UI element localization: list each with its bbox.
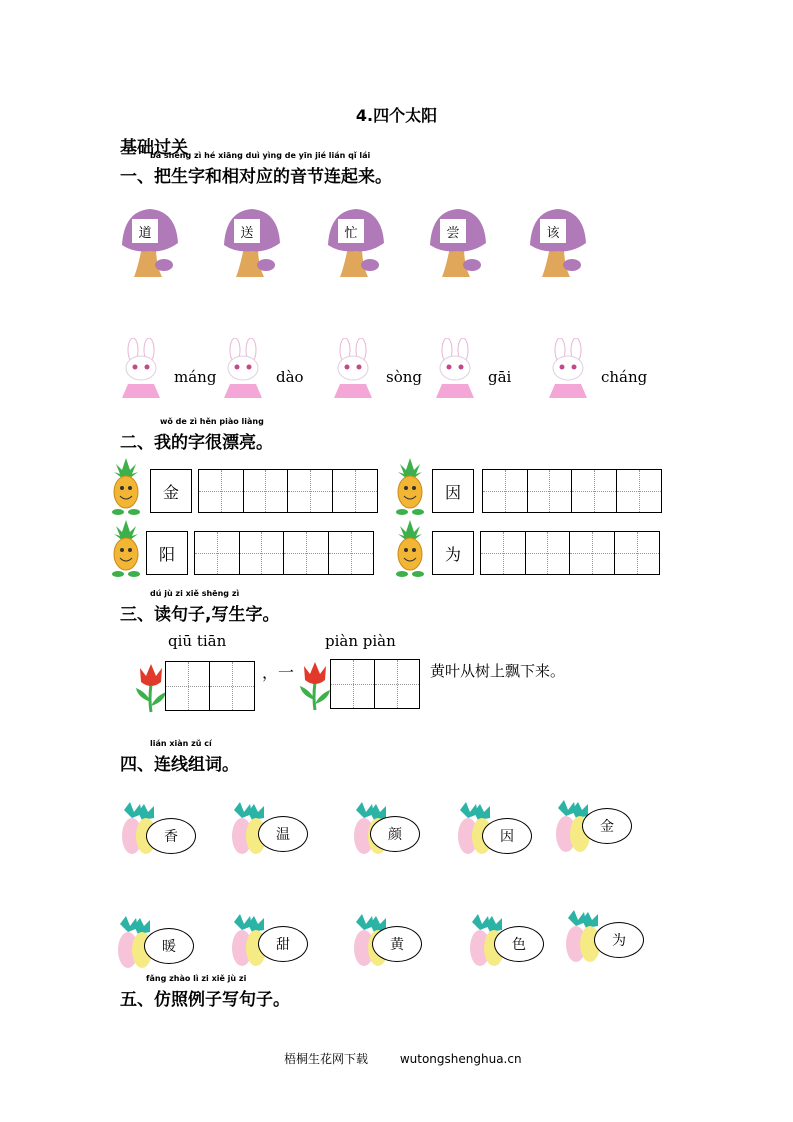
mushroom-icon [528, 205, 588, 281]
mushroom-char: 尝 [446, 225, 460, 241]
pineapple-icon [392, 456, 428, 518]
section-1-heading [120, 151, 392, 187]
footer-site-url: wutongshenghua.cn [399, 1052, 522, 1066]
writing-grid[interactable] [482, 469, 662, 513]
mushroom-icon [428, 205, 488, 281]
mushroom-card[interactable] [528, 205, 588, 281]
word-oval[interactable]: 色 [494, 926, 544, 962]
writing-grid[interactable] [194, 531, 374, 575]
rabbit-icon [432, 338, 478, 404]
practice-char: 为 [432, 531, 474, 575]
mushroom-char: 该 [546, 225, 560, 241]
writing-grid[interactable] [480, 531, 660, 575]
section-5-heading [120, 974, 290, 1010]
word-oval[interactable]: 为 [594, 922, 644, 958]
section-4-pinyin: lián xiàn zǔ cí [150, 739, 212, 748]
section-2-pinyin: wǒ de zì hěn piào liàng [160, 417, 264, 426]
section-basic-label: 基础过关 [120, 138, 188, 158]
writing-grid[interactable] [198, 469, 378, 513]
word-oval[interactable]: 甜 [258, 926, 308, 962]
practice-char: 阳 [146, 531, 188, 575]
word-oval[interactable]: 温 [258, 816, 308, 852]
sentence-tail: 黄叶从树上飘下来。 [430, 662, 566, 680]
section-1-pinyin: bǎ shēng zì hé xiāng duì yìng de yīn jié lián qǐ lái [150, 151, 371, 160]
word-oval[interactable]: 金 [582, 808, 632, 844]
page-title: 4.四个太阳 [355, 106, 438, 125]
pinyin-qiutian: qiū tiān [168, 632, 227, 650]
section-3-title: 三、读句子,写生字。 [120, 605, 280, 625]
rabbit-icon [330, 338, 376, 404]
word-oval[interactable]: 因 [482, 818, 532, 854]
section-4-heading [120, 739, 239, 775]
section-4-title: 四、连线组词。 [120, 755, 239, 775]
rabbit-icon [545, 338, 591, 404]
pineapple-icon [392, 518, 428, 580]
pinyin-pianpian: piàn piàn [325, 632, 396, 650]
writing-grid[interactable] [330, 659, 420, 709]
rabbit-pinyin: cháng [601, 368, 648, 386]
mushroom-card[interactable] [222, 205, 282, 281]
writing-grid[interactable] [165, 661, 255, 711]
section-2-heading [120, 417, 273, 453]
rabbit-icon [118, 338, 164, 404]
mushroom-icon [326, 205, 386, 281]
practice-char: 因 [432, 469, 474, 513]
footer-site-name: 梧桐生花网下载 [284, 1052, 369, 1066]
word-oval[interactable]: 香 [146, 818, 196, 854]
word-oval[interactable]: 颜 [370, 816, 420, 852]
word-oval[interactable]: 黄 [372, 926, 422, 962]
rabbit-pinyin: sòng [386, 368, 422, 386]
section-5-title: 五、仿照例子写句子。 [120, 990, 290, 1010]
rabbit-pinyin: máng [174, 368, 217, 386]
section-2-title: 二、我的字很漂亮。 [120, 433, 273, 453]
mushroom-card[interactable] [326, 205, 386, 281]
tulip-icon [134, 662, 168, 714]
rabbit-pinyin: dào [276, 368, 304, 386]
tulip-icon [298, 660, 332, 712]
mushroom-char: 忙 [344, 225, 358, 241]
mushroom-char: 送 [240, 225, 254, 241]
pineapple-icon [108, 518, 144, 580]
sentence-comma-yi: ，一 [262, 663, 295, 682]
rabbit-pinyin: gāi [488, 368, 512, 386]
section-3-pinyin: dú jù zi xiě shēng zì [150, 589, 240, 598]
page-footer [284, 1050, 550, 1067]
mushroom-card[interactable] [120, 205, 180, 281]
section-1-title: 一、把生字和相对应的音节连起来。 [120, 167, 392, 187]
word-oval[interactable]: 暖 [144, 928, 194, 964]
mushroom-char: 道 [138, 225, 152, 241]
pineapple-icon [108, 456, 144, 518]
section-5-pinyin: fǎng zhào lì zi xiě jù zi [146, 974, 247, 983]
mushroom-icon [222, 205, 282, 281]
mushroom-card[interactable] [428, 205, 488, 281]
practice-char: 金 [150, 469, 192, 513]
mushroom-icon [120, 205, 180, 281]
section-3-heading [120, 589, 280, 625]
rabbit-icon [220, 338, 266, 404]
